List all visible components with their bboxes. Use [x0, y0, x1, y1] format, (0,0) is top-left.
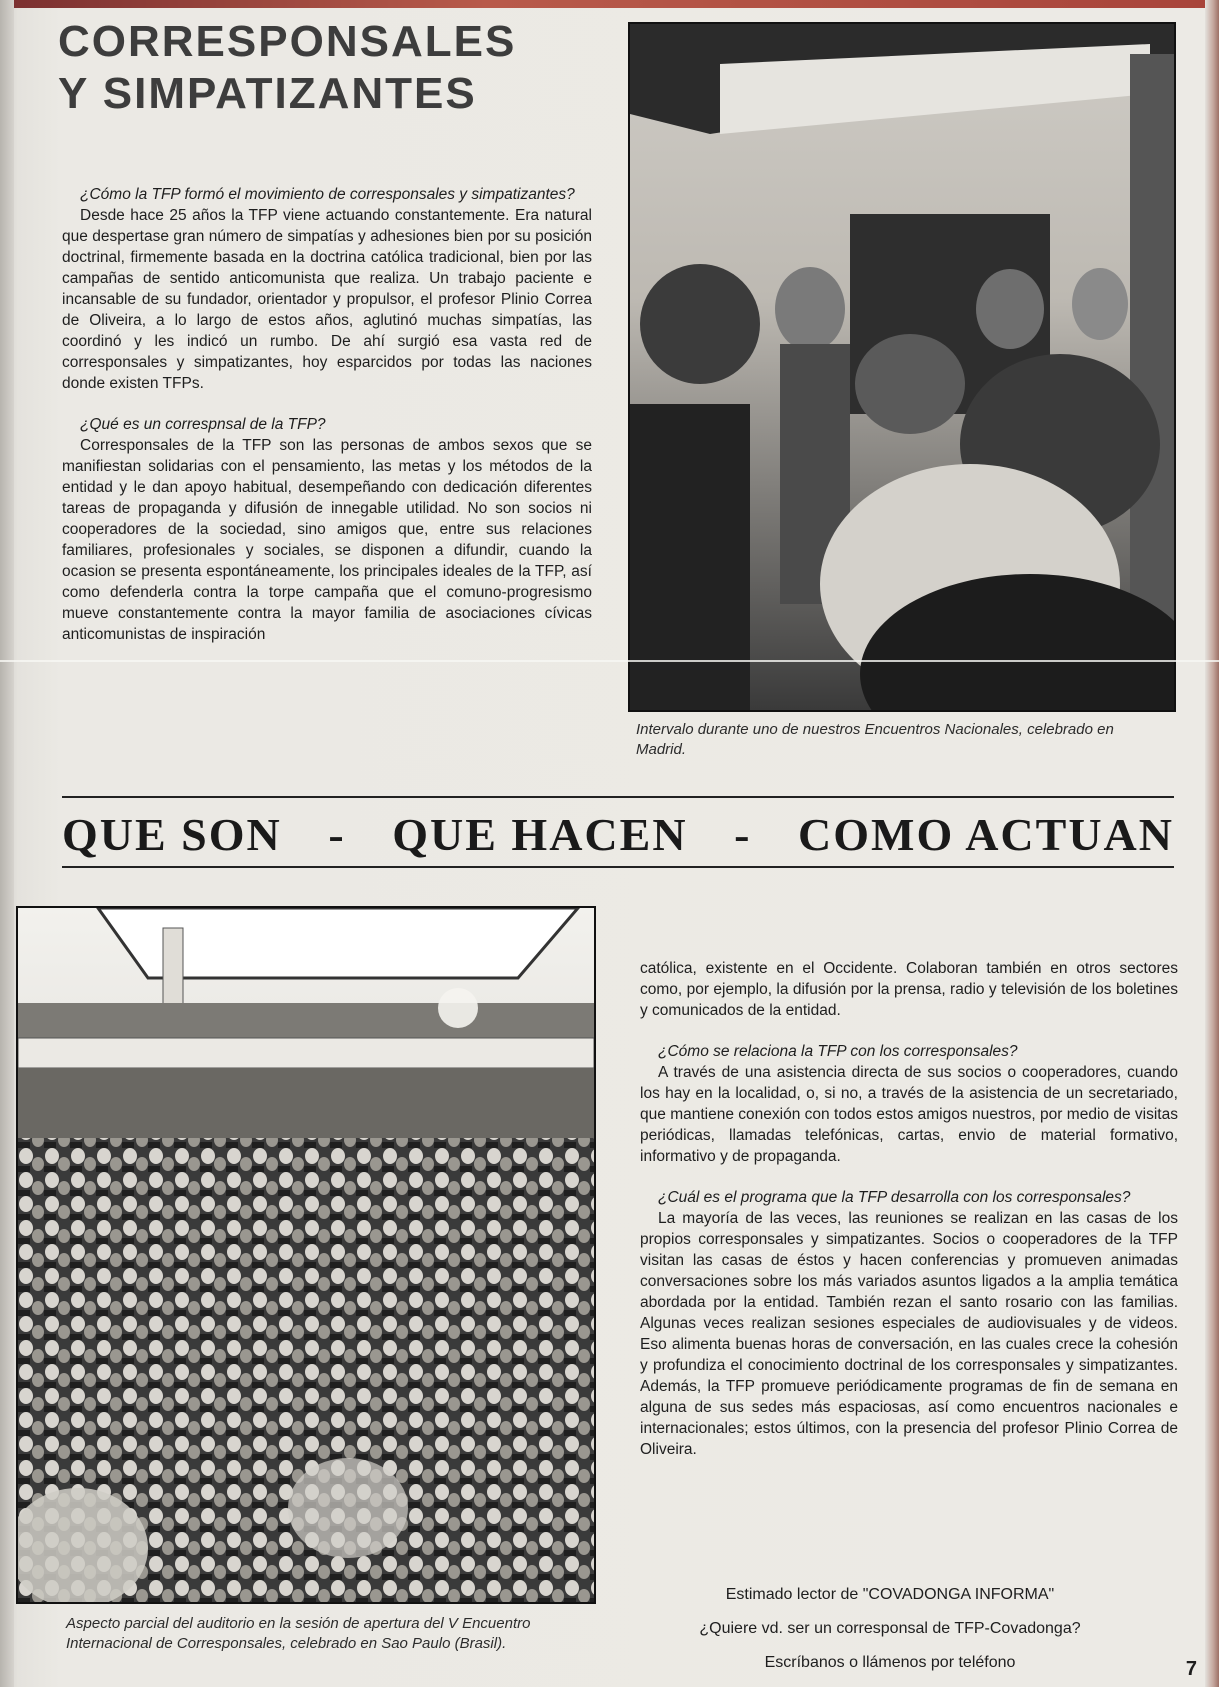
- photo-sao-paulo-auditorium: [16, 906, 596, 1604]
- banner-como-actuan: COMO ACTUAN: [798, 809, 1174, 860]
- question-1: ¿Cómo la TFP formó el movimiento de corresponsales y simpatizantes?: [80, 186, 575, 203]
- reader-invitation: [640, 1578, 1140, 1680]
- question-2: ¿Qué es un correspnsal de la TFP?: [80, 416, 326, 433]
- photo-madrid-caption: Intervalo durante uno de nuestros Encuentros Nacionales, celebrado en Madrid.: [636, 721, 1114, 758]
- banner-bottom-rule: [62, 866, 1174, 868]
- title-line-2: Y SIMPATIZANTES: [58, 69, 477, 118]
- page-spine-shadow: [0, 0, 14, 1687]
- question-4: ¿Cuál es el programa que la TFP desarrolla con los corresponsales?: [658, 1189, 1131, 1206]
- banner-que-son: QUE SON: [62, 809, 282, 860]
- column-upper-left: [62, 184, 592, 645]
- title-line-1: CORRESPONSALES: [58, 17, 517, 66]
- invite-line-1: Estimado lector de "COVADONGA INFORMA": [725, 1586, 1055, 1603]
- right-page-edge: [1205, 0, 1219, 1687]
- page-number: 7: [1185, 1658, 1197, 1680]
- question-3: ¿Cómo se relaciona la TFP con los corresponsales?: [658, 1043, 1018, 1060]
- answer-3: A través de una asistencia directa de sus socios o cooperadores, cuando los hay en la localidad, o, si no, a través de la asistencia de un secretariado, que mantiene conexión con todos estos amigos nuestros, por medio de visitas periódicas, llamadas telefónicas, cartas, envio de material formativo, informativo y de propaganda.: [640, 1064, 1178, 1165]
- banner-separator-1: -: [328, 809, 346, 860]
- answer-1: Desde hace 25 años la TFP viene actuando constantemente. Era natural que despertase gran número de simpatías y adhesiones bien por su posición doctrinal, firmemente basada en la doctrina católica tradicional, bien por las campañas de sentido anticomunista que realiza. Un trabajo paciente e incansable de su fundador, orientador y propulsor, el profesor Plinio Correa de Oliveira, a lo largo de estos años, aglutinó muchas simpatías, las coordinó y les indicó un rumbo. De ahí surgió esa vasta red de corresponsales y simpatizantes, hoy esparcidos por todas las naciones donde existen TFPs.: [62, 207, 592, 392]
- section-banner: [62, 808, 1174, 861]
- column-lower-right: [640, 958, 1178, 1460]
- photo-auditorium-caption: Aspecto parcial del auditorio en la sesión de apertura del V Encuentro Internacional de Corresponsales, celebrado en Sao Paulo (Brasil).: [66, 1615, 531, 1652]
- invite-line-2: ¿Quiere vd. ser un corresponsal de TFP-Covadonga?: [699, 1620, 1081, 1637]
- article-title: [58, 16, 516, 120]
- invite-line-3: Escríbanos o llámenos por teléfono: [764, 1654, 1016, 1671]
- page-fold-line: [0, 660, 1219, 662]
- photo-madrid-image: [630, 24, 1174, 710]
- continuation-paragraph: católica, existente en el Occidente. Colaboran también en otros sectores como, por ejemplo, la difusión por la prensa, radio y televisión de los boletines y comunicados de la entidad.: [640, 960, 1178, 1019]
- banner-que-hacen: QUE HACEN: [392, 809, 688, 860]
- photo-auditorium-image: [18, 908, 594, 1602]
- photo-madrid-reception: [628, 22, 1176, 712]
- banner-separator-2: -: [734, 809, 752, 860]
- answer-4: La mayoría de las veces, las reuniones se realizan en las casas de los propios corresponsales y simpatizantes. Socios o cooperadores de la TFP visitan las casas de éstos y hacen conferencias y promueven animadas conversaciones sobre los más variados asuntos ligados a la amplia temática abordada por la entidad. También rezan el santo rosario con las familias. Algunas veces realizan sesiones especiales de audiovisuales y de videos. Eso alimenta buenas horas de conversación, en las cuales crece la cohesión y profundiza el conocimiento doctrinal de los corresponsales y simpatizantes. Además, la TFP promueve periódicamente programas de fin de semana en alguna de sus sedes más espaciosas, así como encuentros nacionales e internacionales; estos últimos, con la presencia del profesor Plinio Correa de Oliveira.: [640, 1210, 1178, 1458]
- top-red-edge: [0, 0, 1219, 8]
- answer-2: Corresponsales de la TFP son las personas de ambos sexos que se manifiestan solidarias con el pensamiento, las metas y los métodos de la entidad y le dan apoyo habitual, desempeñando con dedicación diferentes tareas de propaganda y difusión de innegable utilidad. No son socios ni cooperadores de la sociedad, sino amigos que, entre sus relaciones familiares, profesionales y sociales, se disponen a difundir, cuando la ocasion se presenta espontáneamente, los principales ideales de la TFP, así como defenderla contra la torpe campaña que el comuno-progresismo mueve constantemente contra la mayor familia de asociaciones cívicas anticomunistas de inspiración: [62, 437, 592, 643]
- banner-top-rule: [62, 796, 1174, 798]
